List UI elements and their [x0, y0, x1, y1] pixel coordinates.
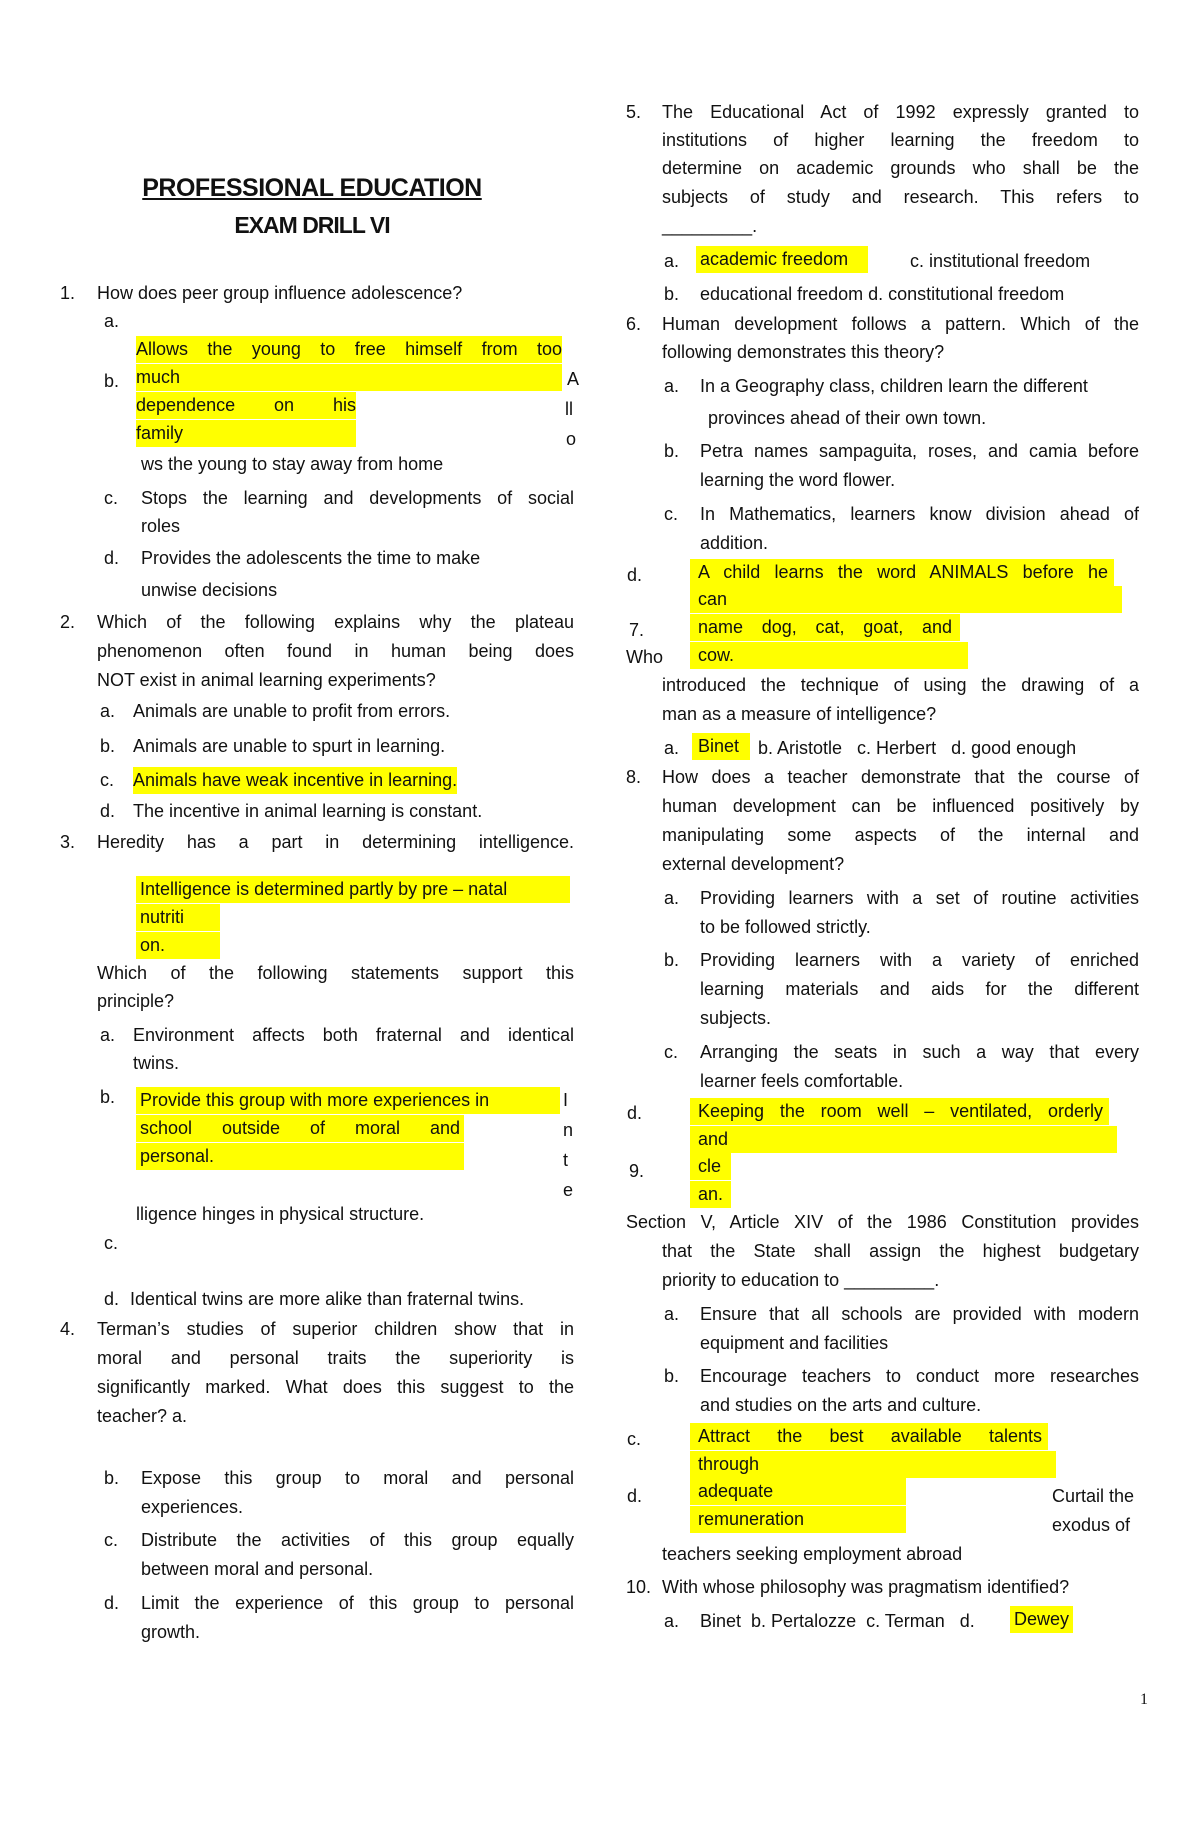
option-label: c. [664, 1042, 679, 1062]
question-stem: phenomenon often found in human being does [97, 641, 574, 661]
option-text: Environment affects both fraternal and identical [133, 1025, 574, 1045]
option-text: b. Aristotle c. Herbert d. good enough [758, 738, 1077, 758]
highlighted-answer: nutriti [136, 904, 220, 931]
option-text: lligence hinges in physical structure. [136, 1204, 425, 1224]
option-label: c. [104, 488, 119, 508]
highlighted-answer: dependence on his [136, 392, 356, 419]
highlighted-answer: much [136, 364, 562, 391]
highlighted-answer: personal. [136, 1143, 464, 1170]
option-text: between moral and personal. [141, 1559, 374, 1579]
question-stem: subjects of study and research. This refers to [662, 187, 1139, 207]
option-text: Limit the experience of this group to personal [141, 1593, 574, 1613]
option-label: a. [664, 738, 680, 758]
question-stem: significantly marked. What does this suggest to the [97, 1377, 574, 1397]
text-fragment: A [567, 369, 580, 389]
option-text: twins. [133, 1053, 180, 1073]
page-title: PROFESSIONAL EDUCATION [142, 174, 482, 202]
option-text: In a Geography class, children learn the different [700, 376, 1088, 396]
question-stem: priority to education to _________. [662, 1270, 940, 1290]
question-stem: How does peer group influence adolescence? [97, 283, 463, 303]
question-number: 9. [629, 1161, 645, 1181]
option-text: growth. [141, 1622, 201, 1642]
highlighted-answer: Dewey [1010, 1606, 1073, 1633]
highlighted-answer: on. [136, 932, 220, 959]
text-fragment: n [563, 1120, 574, 1140]
option-text: Identical twins are more alike than fraternal twins. [130, 1289, 525, 1309]
question-number: 6. [626, 314, 642, 334]
question-number: 1. [60, 283, 76, 303]
option-text: subjects. [700, 1008, 772, 1028]
option-label: d. [104, 1289, 120, 1309]
option-label: d. [627, 1486, 643, 1506]
highlighted-answer: remuneration [690, 1506, 906, 1533]
question-stem: determine on academic grounds who shall be the [662, 158, 1139, 178]
highlighted-answer: family [136, 420, 356, 447]
highlighted-answer: adequate [690, 1478, 906, 1505]
option-text: The incentive in animal learning is constant. [133, 801, 483, 821]
highlighted-answer: Animals have weak incentive in learning. [133, 767, 457, 794]
question-stem: institutions of higher learning the freedom to [662, 130, 1139, 150]
option-label: b. [664, 441, 680, 461]
option-text: teachers seeking employment abroad [662, 1544, 963, 1564]
text-fragment: t [563, 1150, 569, 1170]
option-text: Animals are unable to spurt in learning. [133, 736, 446, 756]
question-stem: Human development follows a pattern. Which of the [662, 314, 1139, 334]
option-label: a. [664, 1304, 680, 1324]
option-label: d. [100, 801, 116, 821]
option-label: a. [664, 376, 680, 396]
question-number: 4. [60, 1319, 76, 1339]
option-label: d. [104, 1593, 120, 1613]
question-number: 10. [626, 1577, 652, 1597]
option-text: learner feels comfortable. [700, 1071, 904, 1091]
option-text: In Mathematics, learners know division ahead of [700, 504, 1139, 524]
option-label: a. [664, 1611, 680, 1631]
highlighted-answer: Keeping the room well – ventilated, orderly [690, 1098, 1109, 1125]
question-stem: Which of the following statements support this [97, 963, 574, 983]
option-label: a. [100, 701, 116, 721]
question-stem: With whose philosophy was pragmatism identified? [662, 1577, 1070, 1597]
option-text: Petra names sampaguita, roses, and camia before [700, 441, 1139, 461]
option-text: unwise decisions [141, 580, 278, 600]
option-text: Stops the learning and developments of social [141, 488, 574, 508]
text-fragment: I [563, 1090, 569, 1110]
option-label: b. [664, 950, 680, 970]
option-label: c. [627, 1429, 642, 1449]
option-label: b. [664, 1366, 680, 1386]
highlighted-answer: A child learns the word ANIMALS before he [690, 559, 1114, 586]
option-text: addition. [700, 533, 769, 553]
option-text: Expose this group to moral and personal [141, 1468, 574, 1488]
highlighted-answer: Attract the best available talents [690, 1423, 1048, 1450]
question-stem: Who [626, 647, 664, 667]
option-text: Providing learners with a variety of enriched [700, 950, 1139, 970]
option-text: Encourage teachers to conduct more researches [700, 1366, 1139, 1386]
option-text: and studies on the arts and culture. [700, 1395, 982, 1415]
text-fragment: ll [565, 399, 573, 419]
question-number: 7. [629, 620, 645, 640]
highlighted-answer: through [690, 1451, 1056, 1478]
option-text: to be followed strictly. [700, 917, 871, 937]
option-label: a. [104, 311, 120, 331]
highlighted-answer: Allows the young to free himself from too [136, 336, 562, 363]
question-stem: principle? [97, 991, 175, 1011]
question-stem: How does a teacher demonstrate that the course of [662, 767, 1139, 787]
option-text: Arranging the seats in such a way that every [700, 1042, 1139, 1062]
highlighted-answer: and [690, 1126, 1117, 1153]
option-label: c. [100, 770, 115, 790]
option-text: c. institutional freedom [910, 251, 1091, 271]
highlighted-answer: name dog, cat, goat, and [690, 614, 960, 641]
question-stem: teacher? a. [97, 1406, 188, 1426]
option-text: Ensure that all schools are provided with modern [700, 1304, 1139, 1324]
option-label: c. [104, 1233, 119, 1253]
option-label: d. [104, 548, 120, 568]
option-text: equipment and facilities [700, 1333, 889, 1353]
question-stem: moral and personal traits the superiority is [97, 1348, 574, 1368]
page-number: 1 [1140, 1691, 1148, 1708]
option-label: a. [664, 251, 680, 271]
highlighted-answer: Binet [692, 733, 750, 760]
question-stem: Terman’s studies of superior children show that in [97, 1319, 574, 1339]
option-label: a. [664, 888, 680, 908]
highlighted-answer: Provide this group with more experiences in [136, 1087, 560, 1114]
option-text: provinces ahead of their own town. [708, 408, 987, 428]
option-label: b. [100, 1087, 116, 1107]
highlighted-answer: academic freedom [696, 246, 868, 273]
option-text: Providing learners with a set of routine activities [700, 888, 1139, 908]
question-number: 3. [60, 832, 76, 852]
option-label: b. [100, 736, 116, 756]
highlighted-answer: can [690, 586, 1122, 613]
option-text: Distribute the activities of this group equally [141, 1530, 574, 1550]
option-text: experiences. [141, 1497, 244, 1517]
question-stem: NOT exist in animal learning experiments? [97, 670, 436, 690]
question-stem: that the State shall assign the highest budgetary [662, 1241, 1139, 1261]
option-text: roles [141, 516, 181, 536]
question-stem: Section V, Article XIV of the 1986 Constitution provides [626, 1212, 1139, 1232]
option-text: Binet b. Pertalozze c. Terman d. [700, 1611, 975, 1631]
highlighted-answer: an. [690, 1181, 731, 1208]
question-stem: external development? [662, 854, 845, 874]
highlighted-answer: cow. [690, 642, 968, 669]
option-text: ws the young to stay away from home [141, 454, 444, 474]
question-stem: human development can be influenced positively by [662, 796, 1139, 816]
highlighted-answer: school outside of moral and [136, 1115, 464, 1142]
option-label: c. [104, 1530, 119, 1550]
question-stem: following demonstrates this theory? [662, 342, 945, 362]
question-number: 8. [626, 767, 642, 787]
highlighted-answer: Intelligence is determined partly by pre – natal [136, 876, 570, 903]
option-text: Curtail the [1052, 1486, 1135, 1506]
option-label: c. [664, 504, 679, 524]
question-stem: Which of the following explains why the plateau [97, 612, 574, 632]
question-stem: The Educational Act of 1992 expressly granted to [662, 102, 1139, 122]
text-fragment: o [566, 429, 577, 449]
option-label: b. [664, 284, 680, 304]
option-text: learning the word flower. [700, 470, 896, 490]
option-text: Animals are unable to profit from errors. [133, 701, 451, 721]
option-text: exodus of [1052, 1515, 1131, 1535]
option-label: b. [104, 1468, 120, 1488]
option-label: d. [627, 565, 643, 585]
option-label: d. [627, 1103, 643, 1123]
option-text: educational freedom d. constitutional freedom [700, 284, 1065, 304]
question-stem: Heredity has a part in determining intelligence. [97, 832, 574, 852]
option-label: a. [100, 1025, 116, 1045]
question-stem: manipulating some aspects of the internal and [662, 825, 1139, 845]
highlighted-answer: cle [690, 1153, 731, 1180]
option-text: Provides the adolescents the time to make [141, 548, 481, 568]
question-stem: _________. [662, 216, 758, 236]
option-text: learning materials and aids for the different [700, 979, 1139, 999]
page-subtitle: EXAM DRILL VI [234, 212, 390, 238]
question-stem: man as a measure of intelligence? [662, 704, 937, 724]
question-stem: introduced the technique of using the drawing of a [662, 675, 1139, 695]
question-number: 2. [60, 612, 76, 632]
text-fragment: e [563, 1180, 574, 1200]
question-number: 5. [626, 102, 642, 122]
option-label: b. [104, 371, 120, 391]
